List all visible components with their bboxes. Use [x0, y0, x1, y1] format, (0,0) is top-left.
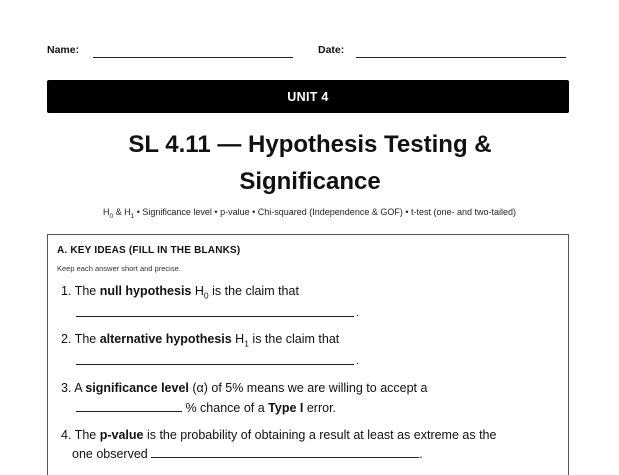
question-4: 4. The p-value is the probability of obtaining a result at least as extreme as the: [61, 428, 497, 442]
topics-subtitle: $H_0$ & $H_1$ • Significance level • p-value • Chi-squared (Independence & GOF) • t-test (one- and two-tailed): [102, 207, 517, 220]
question-3-line-2: % chance of a Type I error.: [76, 401, 336, 415]
date-field[interactable]: [356, 57, 566, 58]
question-3: 3. A significance level (α) of 5% means we are willing to accept a: [61, 381, 428, 395]
answer-blank-3[interactable]: [76, 411, 182, 412]
name-date-row: [47, 44, 569, 62]
answer-blank-1[interactable]: [76, 316, 354, 317]
page-title: [60, 126, 560, 200]
section-a-title: A. KEY IDEAS (FILL IN THE BLANKS): [57, 245, 241, 256]
section-a-note: Keep each answer short and precise.: [57, 264, 181, 273]
question-2: 2. The alternative hypothesis $H_1$ is the claim that: [61, 332, 340, 349]
title-line-2: Significance: [239, 168, 381, 195]
date-label: Date:: [318, 44, 345, 56]
answer-blank-2[interactable]: [76, 364, 354, 365]
section-a-key-ideas: A. KEY IDEAS (FILL IN THE BLANKS) Keep each answer short and precise. 1. The null hypothesis $H_0$ is the claim that . 2. The alternative hypothesis $H_1$ is the claim that . 3. A significance level (α) of 5% means we are willing to accept a % chance of a Type I error. 4. The p-value is the probability of obtaining a result at least as extreme as the one observed .: [47, 234, 569, 475]
question-4-line-2: one observed .: [72, 447, 423, 461]
question-1: 1. The null hypothesis $H_0$ is the claim that: [61, 284, 299, 301]
title-line-1: SL 4.11 — Hypothesis Testing &: [128, 131, 492, 158]
unit-label: UNIT 4: [287, 89, 329, 104]
name-field[interactable]: [93, 57, 293, 58]
name-label: Name:: [47, 44, 80, 56]
unit-banner: [47, 80, 569, 113]
answer-blank-4[interactable]: [151, 457, 419, 458]
